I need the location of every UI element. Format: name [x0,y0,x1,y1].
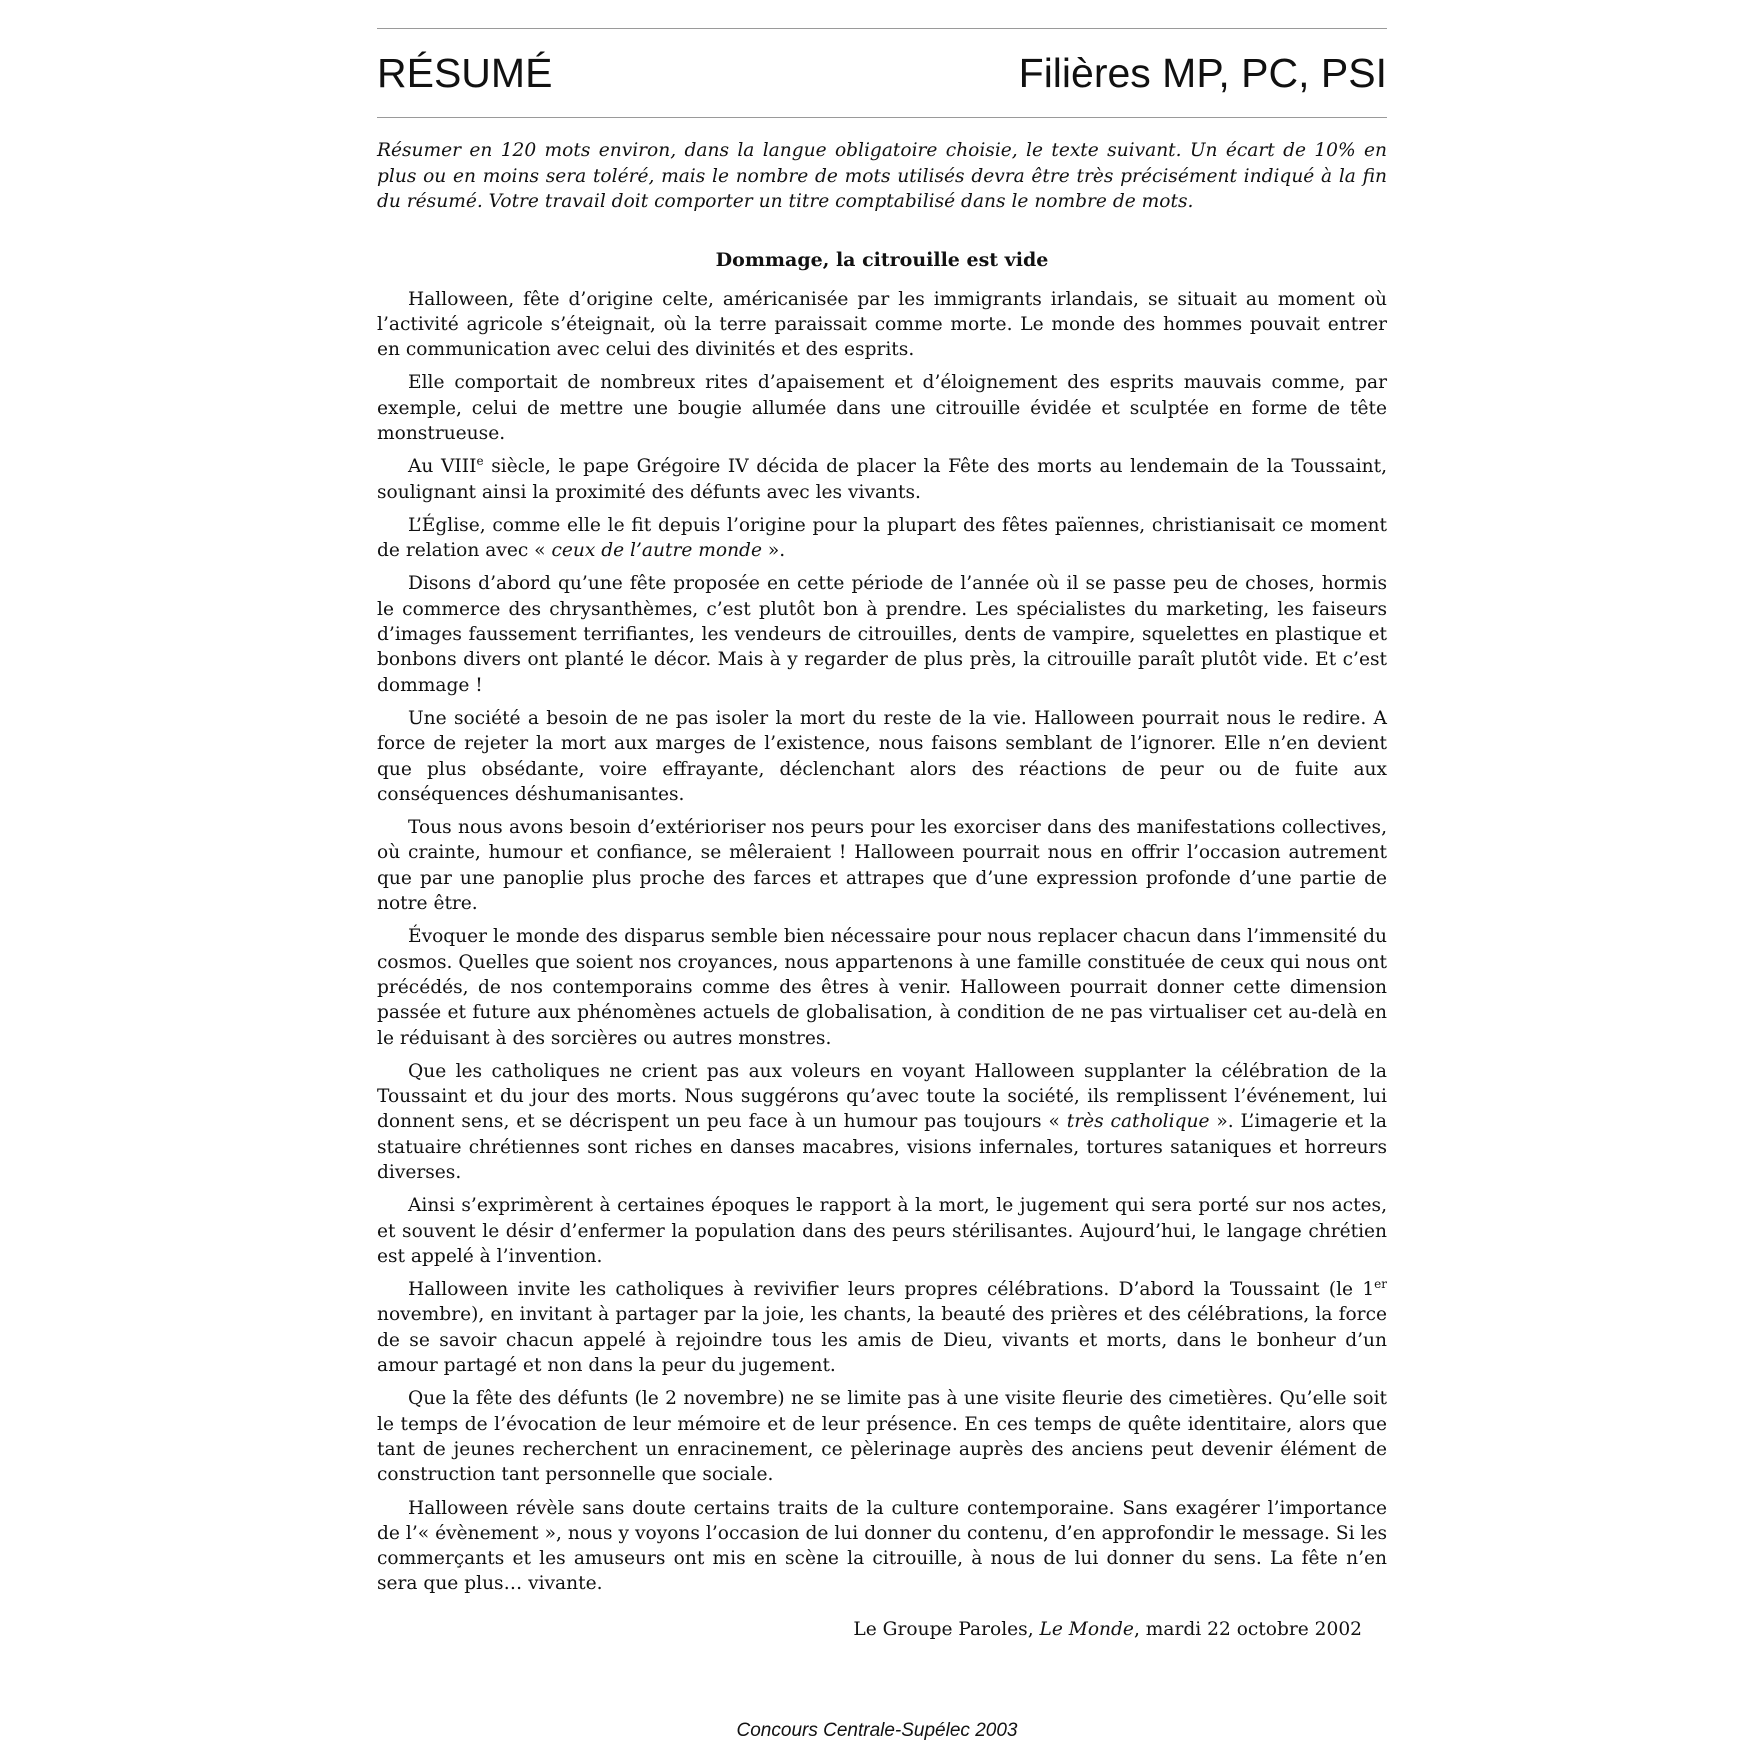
paragraph-2: Elle comportait de nombreux rites d’apaisement et d’éloignement des esprits mauvais comme, par exemple, celui de mettre une bougie allumée dans une citrouille évidée et sculptée en forme de tête monstrueuse. [377,372,1387,444]
paragraph-9-part1: Que les catholiques ne crient pas aux voleurs en voyant Halloween supplanter la célébration de la Toussaint et du jour des morts. Nous suggérons qu’avec toute la société, ils remplissent l’événement, lui donnent sens, et se décrispent un peu face à un humour pas toujours « [377,1060,1387,1133]
paragraph-8: Évoquer le monde des disparus semble bien nécessaire pour nous replacer chacun dans l’immensité du cosmos. Quelles que soient nos croyances, nous appartenons à une famille constituée de ceux qui nous ont précédés, de nos contemporains comme des êtres à venir. Halloween pourrait donner cette dimension passée et future aux phénomènes actuels de globalisation, à condition de ne pas virtualiser cet au-delà en le réduisant à des sorcières ou autres monstres. [377,926,1387,1049]
paragraph-3 [377,454,1387,505]
paragraph-7: Tous nous avons besoin d’extérioriser nos peurs pour les exorciser dans des manifestations collectives, où crainte, humour et confiance, se mêleraient ! Halloween pourrait nous en offrir l’occasion autrement que par une panoplie plus proche des farces et attrapes que d’une expression profonde d’une partie de notre être. [377,817,1387,915]
paragraph-1: Halloween, fête d’origine celte, américanisée par les immigrants irlandais, se situait au moment où l’activité agricole s’éteignait, où la terre paraissait comme morte. Le monde des hommes pouvait entrer en communication avec celui des divinités et des esprits. [377,288,1387,361]
paragraph-4-emphasis: ceux de l’autre monde [551,540,762,562]
article-body [377,287,1387,1597]
paragraph-3-part1: Au VIII [408,456,477,478]
paragraph-4-part2: ». [761,540,786,562]
attribution [377,1617,1387,1643]
paragraph-13: Halloween révèle sans doute certains traits de la culture contemporaine. Sans exagérer l’importance de l’« évènement », nous y voyons l’occasion de lui donner du contenu, d’en approfondir le message. Si les commerçants et les amuseurs ont mis en scène la citrouille, à nous de lui donner du sens. La fête n’en sera que plus… vivante. [377,1497,1387,1595]
superscript-er: er [1374,1277,1387,1291]
article-title: Dommage, la citrouille est vide [715,248,1049,271]
paragraph-5: Disons d’abord qu’une fête proposée en cette période de l’année où il se passe peu de choses, hormis le commerce des chrysanthèmes, c’est plutôt bon à prendre. Les spécialistes du marketing, les faiseurs d’images faussement terrifiantes, les vendeurs de citrouilles, dents de vampire, squelettes en plastique et bonbons divers ont planté le décor. Mais à y regarder de plus près, la citrouille paraît plutôt vide. Et c’est dommage ! [377,573,1387,696]
paragraph-9-emphasis: très catholique [1066,1111,1210,1133]
header-right-title: Filières MP, PC, PSI [1018,49,1387,96]
paragraph-11-part2: novembre), en invitant à partager par la joie, les chants, la beauté des prières et des célébrations, la force de se savoir chacun appelé à rejoindre tous les amis de Dieu, vivants et morts, dans le bonheur d’un amour partagé et non dans la peur du jugement. [377,1304,1387,1377]
paragraph-12: Que la fête des défunts (le 2 novembre) ne se limite pas à une visite fleurie des cimetières. Qu’elle soit le temps de l’évocation de leur mémoire et de leur présence. En ces temps de quête identitaire, alors que tant de jeunes recherchent un enracinement, ce pèlerinage auprès des anciens peut devenir élément de construction tant personnelle que sociale. [377,1388,1387,1486]
attribution-source: Le Monde [1039,1618,1134,1640]
paragraph-11-part1: Halloween invite les catholiques à revivifier leurs propres célébrations. D’abord la Toussaint (le 1 [408,1279,1375,1301]
header-left-title: RÉSUMÉ [377,49,553,96]
page-footer: Concours Centrale-Supélec 2003 [736,1720,1018,1741]
paragraph-11 [377,1277,1387,1378]
paragraph-4 [377,513,1387,564]
paragraph-3-part2: siècle, le pape Grégoire IV décida de placer la Fête des morts au lendemain de la Toussaint, soulignant ainsi la proximité des défunts avec les vivants. [377,456,1388,503]
paragraph-6: Une société a besoin de ne pas isoler la mort du reste de la vie. Halloween pourrait nous le redire. A force de rejeter la mort aux marges de l’existence, nous faisons semblant de l’ignorer. Elle n’en devient que plus obsédante, voire effrayante, déclenchant alors des réactions de peur ou de fuite aux conséquences déshumanisantes. [377,707,1387,805]
paragraph-9 [377,1059,1387,1185]
paragraph-10: Ainsi s’exprimèrent à certaines époques le rapport à la mort, le jugement qui sera porté sur nos actes, et souvent le désir d’enfermer la population dans des peurs stérilisantes. Aujourd’hui, le langage chrétien est appelé à l’invention. [377,1195,1387,1267]
superscript-e: e [476,454,484,469]
paragraph-4-part1: L’Église, comme elle le fit depuis l’origine pour la plupart des fêtes païennes, christianisait ce moment de relation avec « [377,514,1387,562]
paragraph-9-part2: ». L’imagerie et la statuaire chrétiennes sont riches en danses macabres, visions infernales, tortures sataniques et horreurs diverses. [377,1111,1388,1183]
page-header [377,29,1387,117]
attribution-author: Le Groupe Paroles, [853,1618,1040,1640]
attribution-date: , mardi 22 octobre 2002 [1133,1618,1362,1640]
instructions: Résumer en 120 mots environ, dans la langue obligatoire choisie, le texte suivant. Un écart de 10% en plus ou en moins sera toléré, mais le nombre de mots utilisés devra être très précisément indiqué à la fin du résumé. Votre travail doit comporter un titre comptabilisé dans le nombre de mots. [377,140,1387,212]
header-bottom-rule [377,117,1387,118]
document-page [377,28,1387,1643]
